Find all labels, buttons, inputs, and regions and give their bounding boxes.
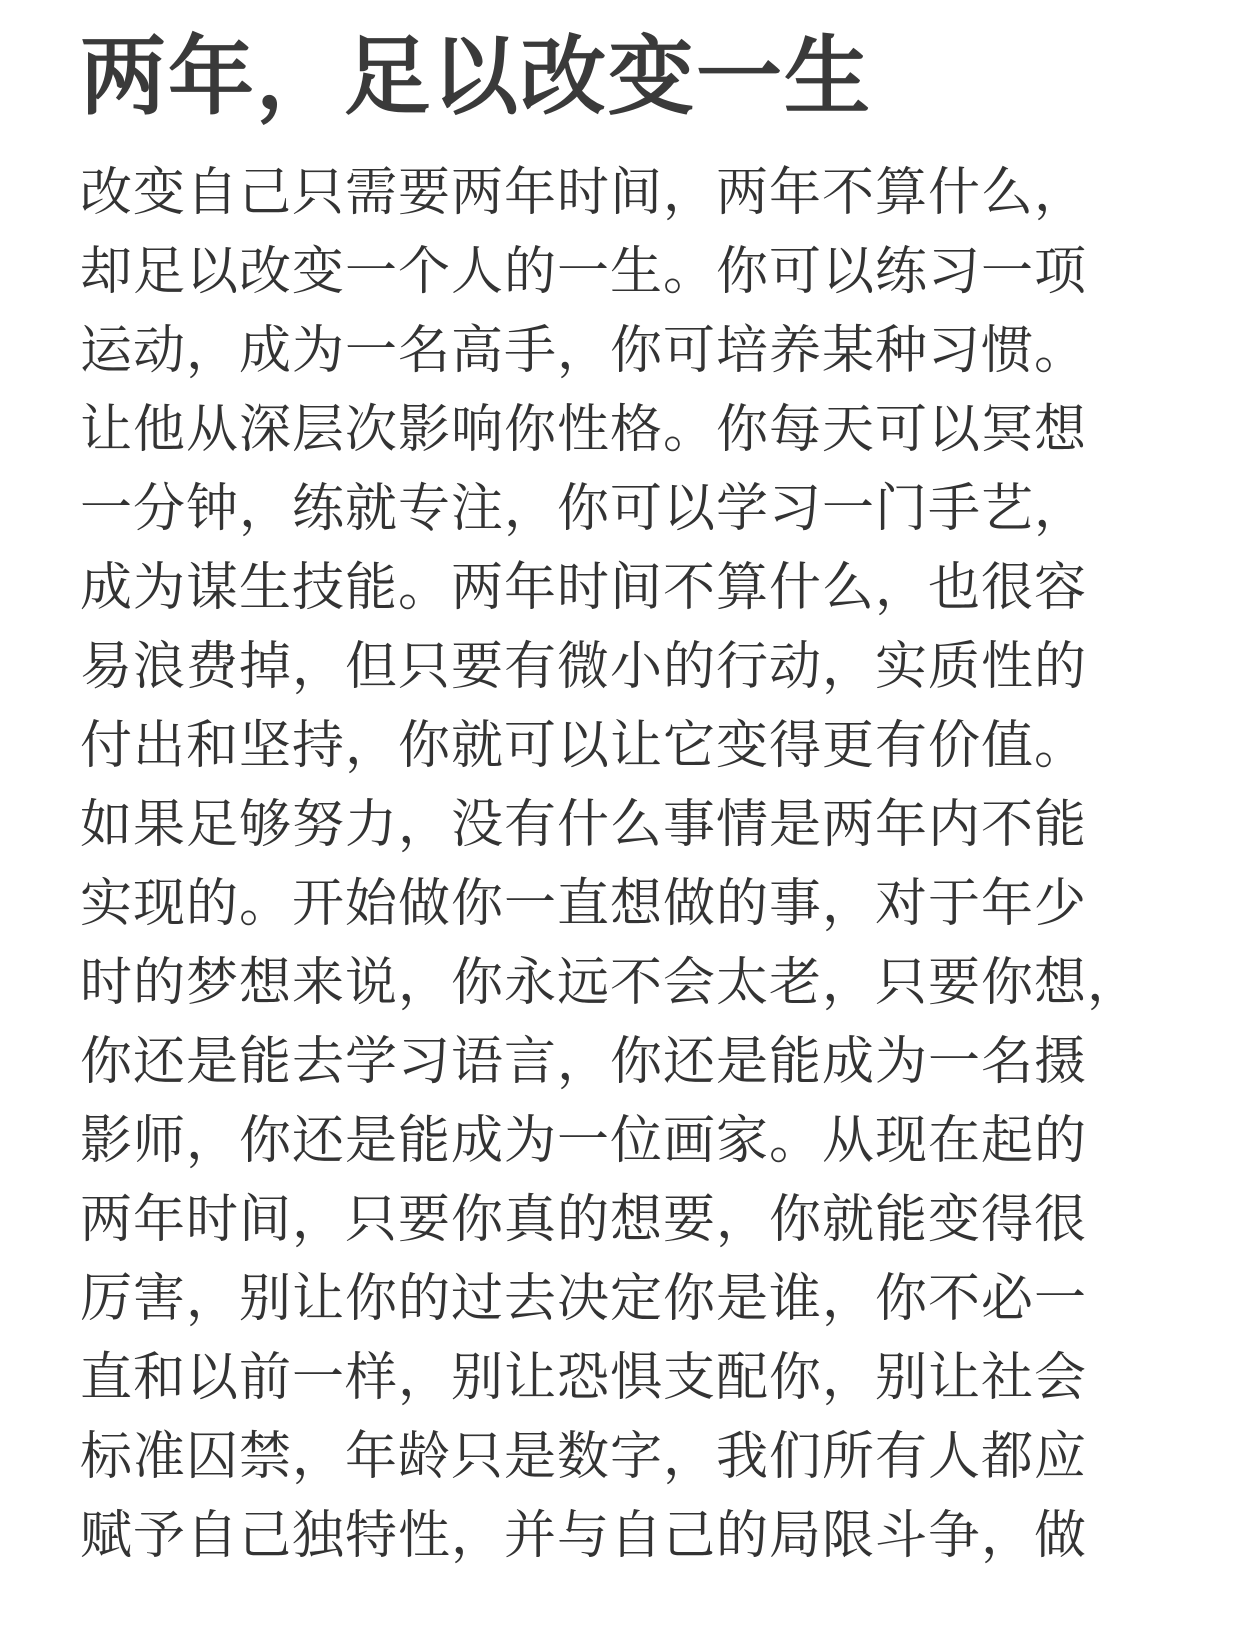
- body-line: 时的梦想来说，你永远不会太老，只要你想，: [80, 953, 1141, 1013]
- body-line: 两年时间，只要你真的想要，你就能变得很: [80, 1190, 1088, 1250]
- body-line: 赋予自己独特性，并与自己的局限斗争，做: [80, 1506, 1088, 1566]
- article-title: 两年，足以改变一生: [80, 27, 872, 127]
- body-line: 影师，你还是能成为一位画家。从现在起的: [80, 1111, 1088, 1171]
- body-line: 实现的。开始做你一直想做的事，对于年少: [80, 874, 1088, 934]
- body-line: 改变自己只需要两年时间，两年不算什么，: [80, 163, 1088, 223]
- body-line: 如果足够努力，没有什么事情是两年内不能: [80, 795, 1088, 855]
- body-line: 却足以改变一个人的一生。你可以练习一项: [80, 242, 1088, 302]
- body-line: 运动，成为一名高手，你可培养某种习惯。: [80, 321, 1088, 381]
- body-line: 一分钟，练就专注，你可以学习一门手艺，: [80, 479, 1088, 539]
- body-line: 厉害，别让你的过去决定你是谁，你不必一: [80, 1269, 1088, 1329]
- body-line: 标准囚禁，年龄只是数字，我们所有人都应: [80, 1427, 1088, 1487]
- article-body: [80, 154, 1180, 1576]
- body-line: 你还是能去学习语言，你还是能成为一名摄: [80, 1032, 1088, 1092]
- body-line: 直和以前一样，别让恐惧支配你，别让社会: [80, 1348, 1088, 1408]
- article: [80, 0, 1180, 1576]
- body-line: 付出和坚持，你就可以让它变得更有价值。: [80, 716, 1088, 776]
- body-line: 易浪费掉，但只要有微小的行动，实质性的: [80, 637, 1088, 697]
- body-line: 让他从深层次影响你性格。你每天可以冥想: [80, 400, 1088, 460]
- body-line: 成为谋生技能。两年时间不算什么，也很容: [80, 558, 1088, 618]
